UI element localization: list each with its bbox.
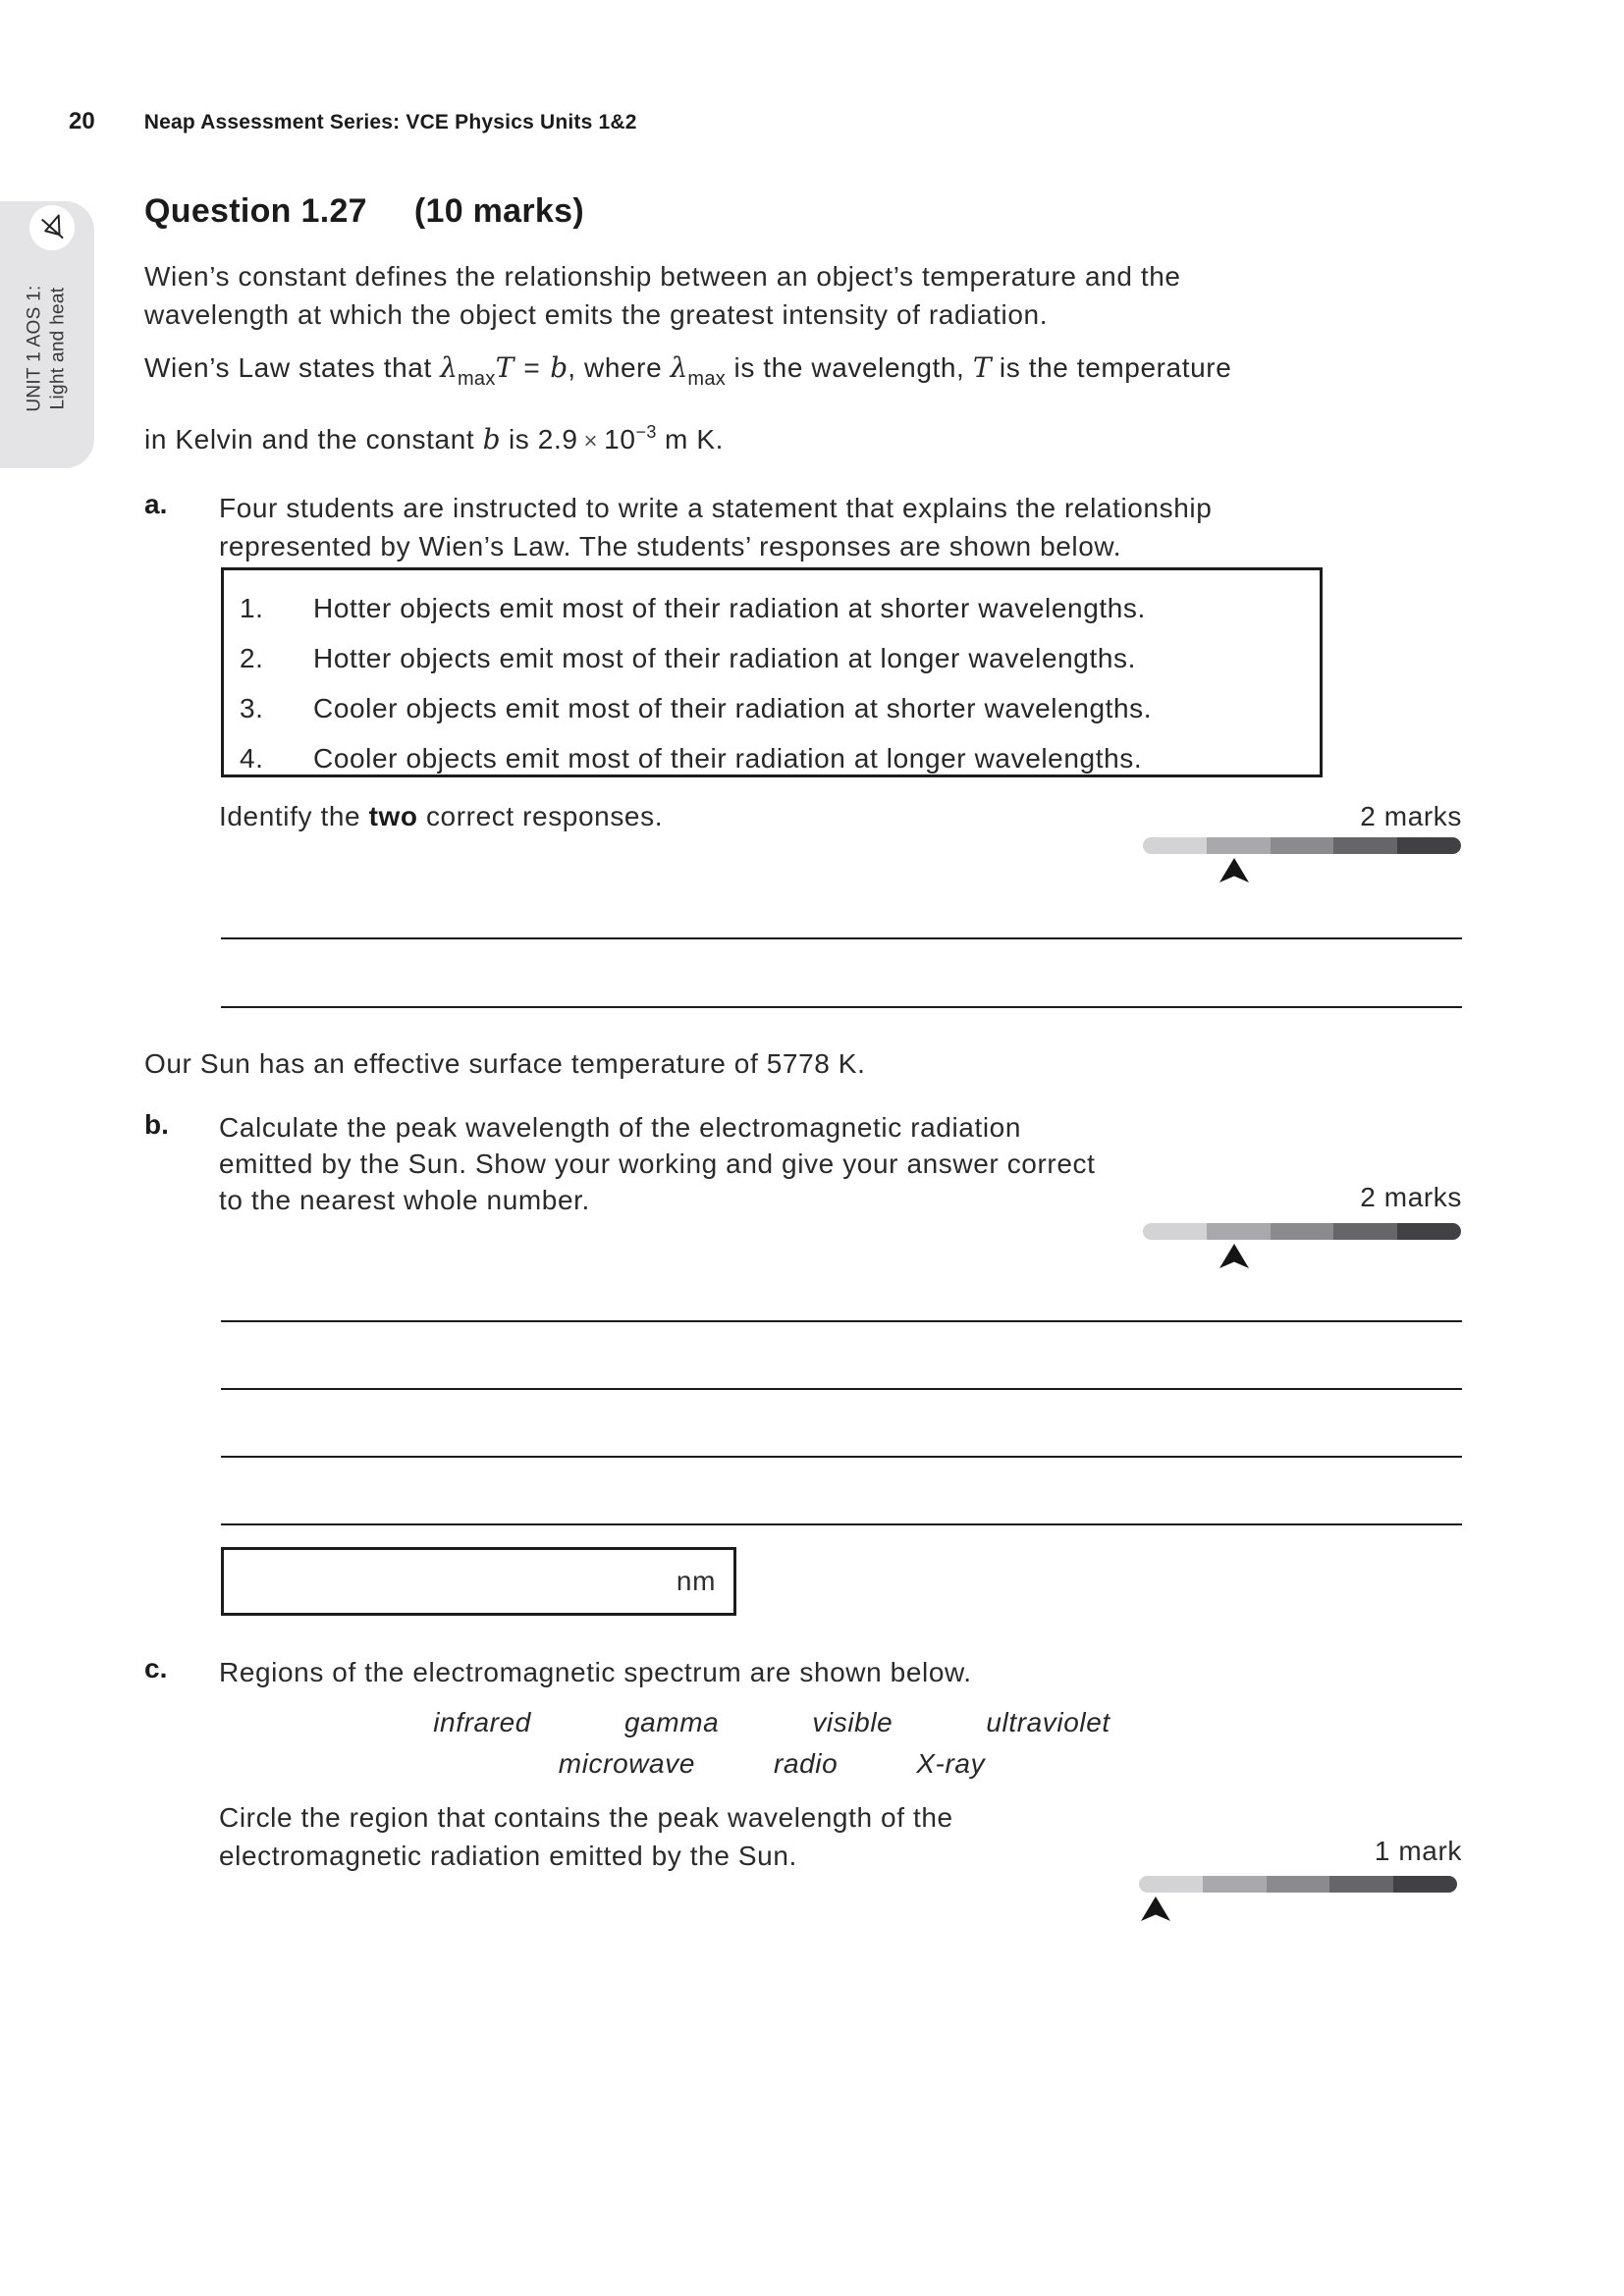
part-a-text-line2: represented by Wien’s Law. The students’ responses are shown below. [219, 531, 1122, 561]
response-row [224, 683, 1320, 733]
difficulty-bar [1143, 1223, 1461, 1240]
part-b-label: b. [144, 1109, 169, 1140]
unit-tab-circle [29, 205, 75, 250]
law-where: where [584, 352, 663, 383]
response-text: Cooler objects emit most of their radiation at longer wavelengths. [313, 742, 1143, 774]
var-b2: b [482, 423, 501, 455]
sun-statement: Our Sun has an effective surface temperature of 5778 K. [144, 1048, 866, 1079]
power-exponent: −3 [635, 422, 657, 442]
intro-line1: Wien’s constant defines the relationship between an object’s temperature and the [144, 261, 1181, 292]
part-b-marks: 2 marks [1360, 1182, 1462, 1212]
lambda-subscript: max [457, 368, 496, 390]
answer-line [221, 1320, 1462, 1322]
torch-light-icon [37, 211, 67, 245]
unit-tab-label [24, 285, 71, 411]
response-number: 1. [240, 592, 264, 623]
equals-sign: = [523, 352, 541, 383]
answer-line [221, 1456, 1462, 1458]
lambda-subscript-2: max [687, 368, 727, 390]
circle-prompt [219, 1798, 953, 1875]
intro-paragraph [144, 257, 1181, 334]
unit-tab-label-line1: UNIT 1 AOS 1: [25, 285, 45, 412]
response-number: 4. [240, 742, 264, 774]
response-row [224, 733, 1320, 783]
unit-tab-label-line2: Light and heat [48, 287, 69, 410]
page-number: 20 [69, 108, 95, 134]
difficulty-indicator [1143, 1223, 1461, 1240]
var-T2: T [972, 351, 992, 384]
part-b-text [219, 1109, 1095, 1218]
multiply-sign: × [583, 428, 599, 454]
spectrum-word: X-ray [916, 1748, 986, 1779]
lambda-symbol: λ [440, 351, 458, 384]
triangle-up-marker-icon [1141, 1896, 1170, 1921]
spectrum-word: infrared [433, 1707, 531, 1737]
identify-prompt-post: correct responses. [417, 801, 664, 831]
question-title: Question 1.27 [144, 192, 367, 230]
unit-tab [0, 201, 94, 468]
law-pre: Wien’s Law states that [144, 352, 432, 383]
spectrum-row1 [221, 1702, 1323, 1743]
part-a-text [219, 489, 1212, 565]
part-c-text: Regions of the electromagnetic spectrum are shown below. [219, 1657, 972, 1687]
comma: , [568, 352, 576, 383]
identify-prompt-bold: two [368, 801, 418, 831]
wiens-law-line1 [144, 351, 1231, 391]
answer-line [221, 937, 1462, 939]
law-line2-is: is [508, 424, 530, 454]
header-title: Neap Assessment Series: VCE Physics Units 1&2 [143, 111, 637, 133]
response-number: 2. [240, 642, 264, 673]
page-header [69, 108, 637, 135]
answer-line [221, 1006, 1462, 1008]
lambda-symbol-2: λ [670, 351, 688, 384]
part-c-marks: 1 mark [1374, 1836, 1462, 1866]
part-c-label: c. [144, 1653, 168, 1683]
spectrum-word: ultraviolet [986, 1707, 1110, 1737]
response-row [224, 633, 1320, 683]
law-wavelength-text: is the wavelength, [733, 352, 965, 383]
spectrum-row2 [221, 1743, 1323, 1785]
question-total-marks: (10 marks) [413, 192, 584, 230]
triangle-up-marker-icon [1219, 858, 1249, 882]
response-number: 3. [240, 692, 264, 723]
response-text: Hotter objects emit most of their radiation at longer wavelengths. [313, 642, 1136, 673]
constant-unit: m K. [665, 424, 724, 454]
spectrum-word: gamma [623, 1707, 720, 1737]
answer-unit-box [221, 1547, 736, 1616]
triangle-up-marker-icon [1219, 1244, 1249, 1268]
response-text: Hotter objects emit most of their radiation at shorter wavelengths. [313, 592, 1146, 623]
wiens-law-line2 [144, 422, 724, 455]
part-b-text-line1: Calculate the peak wavelength of the electromagnetic radiation [219, 1112, 1022, 1143]
question-title-row [144, 192, 584, 231]
law-line2-pre: in Kelvin and the constant [144, 424, 475, 454]
spectrum-word: radio [774, 1748, 839, 1779]
part-b-text-line3: to the nearest whole number. [219, 1185, 590, 1215]
spectrum-words [221, 1702, 1323, 1785]
unit-tab-label-wrap [0, 280, 94, 417]
part-a-prompt-row [219, 797, 1462, 835]
difficulty-indicator [1139, 1876, 1457, 1893]
response-text: Cooler objects emit most of their radiation at shorter wavelengths. [313, 692, 1153, 723]
circle-prompt-line1: Circle the region that contains the peak wavelength of the [219, 1802, 953, 1833]
circle-prompt-line2: electromagnetic radiation emitted by the Sun. [219, 1841, 797, 1871]
unit-label: nm [676, 1566, 716, 1596]
responses-table [221, 567, 1323, 777]
var-b: b [550, 351, 568, 384]
difficulty-indicator [1143, 837, 1461, 854]
spectrum-word: visible [812, 1707, 893, 1737]
answer-line [221, 1523, 1462, 1525]
difficulty-bar [1139, 1876, 1457, 1893]
part-a-marks: 2 marks [1360, 801, 1462, 831]
identify-prompt-pre: Identify the [219, 801, 369, 831]
spectrum-word: microwave [558, 1748, 696, 1779]
part-b-text-line2: emitted by the Sun. Show your working and give your answer correct [219, 1148, 1096, 1179]
difficulty-bar [1143, 837, 1461, 854]
response-row [224, 583, 1320, 633]
coefficient: 2.9 [537, 424, 578, 454]
var-T: T [495, 351, 514, 384]
part-a-label: a. [144, 489, 168, 519]
intro-line2: wavelength at which the object emits the greatest intensity of radiation. [144, 299, 1049, 330]
law-temp-text: is the temperature [999, 352, 1232, 383]
answer-line [221, 1388, 1462, 1390]
power-base: 10 [604, 424, 636, 454]
identify-prompt [219, 797, 663, 835]
part-a-text-line1: Four students are instructed to write a statement that explains the relationship [219, 493, 1213, 523]
